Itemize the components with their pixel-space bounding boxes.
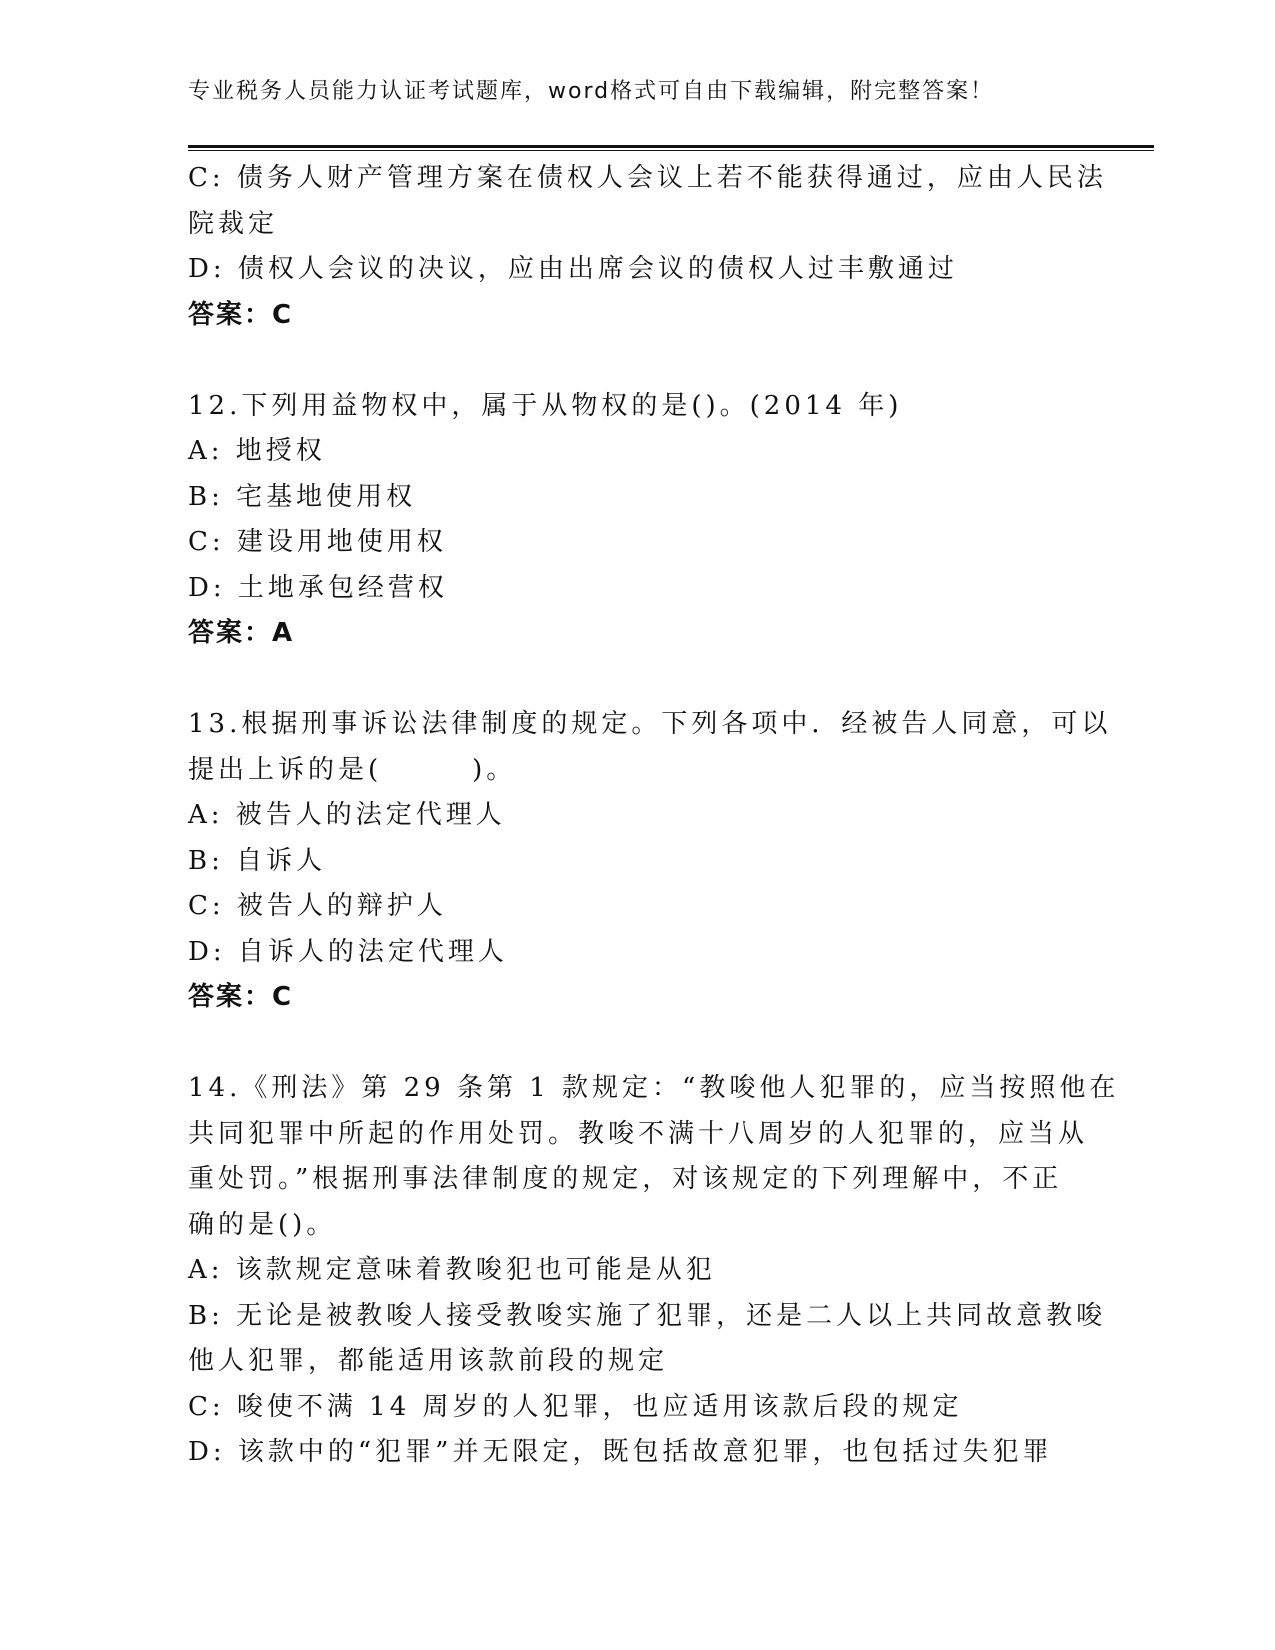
option-d: D: 自诉人的法定代理人 (188, 936, 508, 967)
option-c: C: 唆使不满 14 周岁的人犯罪，也应适用该款后段的规定 (188, 1391, 963, 1422)
option-b: B: 自诉人 (188, 845, 327, 876)
spacer (188, 338, 1088, 384)
option-a: A: 被告人的法定代理人 (188, 800, 506, 830)
question-stem-line-1: 13.根据刑事诉讼法律制度的规定。下列各项中．经被告人同意，可以 (188, 709, 1112, 739)
option-d: D: 债权人会议的决议，应由出席会议的债权人过丰敷通过 (188, 254, 958, 284)
option-c: C: 被告人的辩护人 (188, 891, 447, 921)
option-d: D: 该款中的“犯罪”并无限定，既包括故意犯罪，也包括过失犯罪 (188, 1437, 1053, 1467)
answer-line: 答案：C (188, 982, 294, 1012)
previous-question-block (188, 156, 1107, 338)
question-14 (188, 1066, 1120, 1476)
option-c-line-2: 院裁定 (188, 208, 279, 239)
option-b-line-2: 他人犯罪，都能适用该款前段的规定 (188, 1346, 669, 1376)
question-12 (188, 384, 1088, 657)
option-a: A: 该款规定意味着教唆犯也可能是从犯 (188, 1255, 716, 1285)
header-divider (188, 145, 1154, 151)
option-a: A: 地授权 (188, 436, 326, 466)
question-stem-line-2: 提出上诉的是( )。 (188, 754, 517, 785)
answer-line: 答案：A (188, 618, 295, 648)
option-b: B: 宅基地使用权 (188, 481, 417, 512)
option-c-line-1: C: 债务人财产管理方案在债权人会议上若不能获得通过，应由人民法 (188, 163, 1107, 193)
spacer (188, 1021, 1088, 1067)
option-b-line-1: B: 无论是被教唆人接受教唆实施了犯罪，还是二人以上共同故意教唆 (188, 1300, 1107, 1331)
answer-line: 答案：C (188, 299, 294, 330)
question-stem-line-4: 确的是()。 (188, 1209, 337, 1240)
question-stem-line-1: 14.《刑法》第 29 条第 1 款规定：“教唆他人犯罪的，应当按照他在 (188, 1073, 1120, 1103)
question-stem: 12.下列用益物权中，属于从物权的是()。(2014 年) (188, 390, 903, 421)
page-header: 专业税务人员能力认证考试题库，word格式可自由下载编辑，附完整答案！ (188, 79, 995, 104)
question-13 (188, 702, 1112, 1021)
option-c: C: 建设用地使用权 (188, 527, 447, 557)
question-stem-line-3: 重处罚。”根据刑事法律制度的规定，对该规定的下列理解中，不正 (188, 1164, 1063, 1194)
spacer (188, 657, 1088, 703)
question-stem-line-2: 共同犯罪中所起的作用处罚。教唆不满十八周岁的人犯罪的，应当从 (188, 1118, 1089, 1149)
option-d: D: 土地承包经营权 (188, 572, 448, 603)
document-body (188, 156, 1120, 1476)
